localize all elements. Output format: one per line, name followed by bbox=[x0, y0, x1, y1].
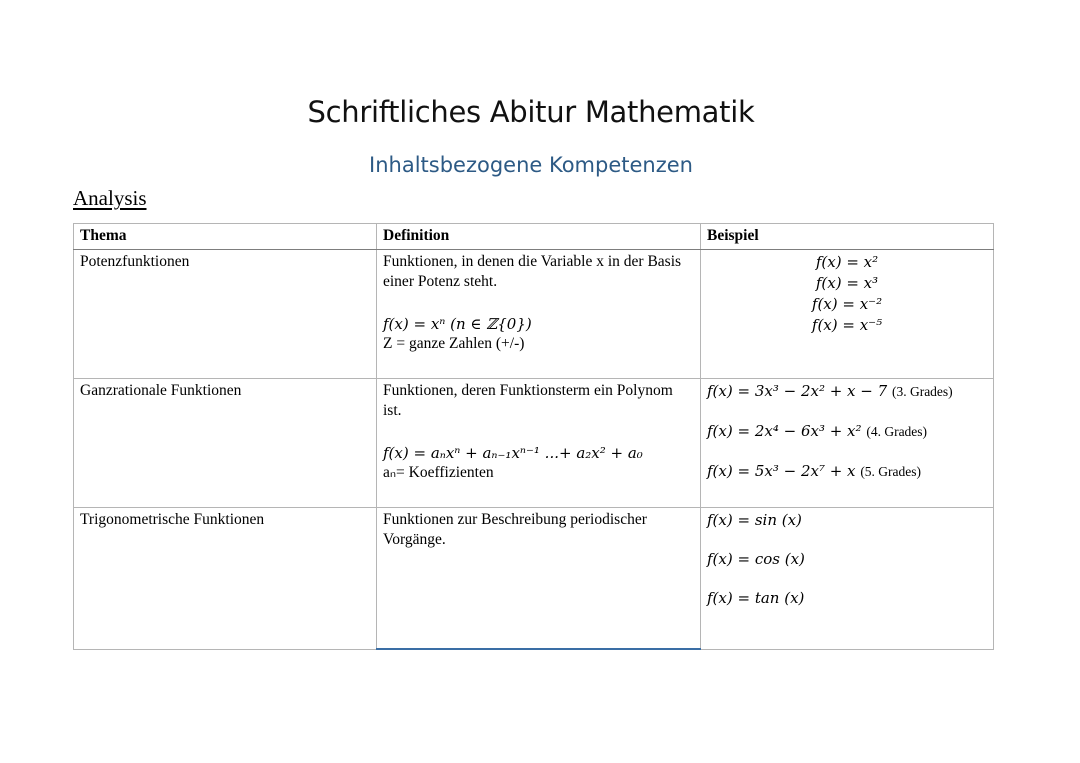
example-formula: f(x) = 3x³ − 2x² + x − 7 bbox=[707, 382, 888, 400]
document-subtitle: Inhaltsbezogene Kompetenzen bbox=[369, 153, 693, 177]
definition-formula: f(x) = aₙxⁿ + aₙ₋₁xⁿ⁻¹ ...+ a₂x² + a₀ bbox=[383, 444, 643, 462]
example-formula: f(x) = x⁻⁵ bbox=[811, 316, 883, 334]
document-title: Schriftliches Abitur Mathematik bbox=[307, 95, 755, 129]
definition-note: aₙ= Koeffizienten bbox=[383, 464, 494, 481]
example-formula: f(x) = tan (x) bbox=[707, 589, 805, 607]
table-row bbox=[74, 379, 994, 508]
cell-beispiel bbox=[701, 250, 994, 379]
definition-text: Funktionen zur Beschreibung periodischer Vorgänge. bbox=[383, 511, 647, 548]
table-header-row bbox=[74, 224, 994, 250]
table-row bbox=[74, 508, 994, 650]
example-line bbox=[707, 461, 987, 482]
header-definition: Definition bbox=[377, 224, 701, 250]
cell-beispiel bbox=[701, 508, 994, 650]
cell-definition bbox=[377, 379, 701, 508]
example-grade: (4. Grades) bbox=[866, 424, 928, 439]
table-row bbox=[74, 250, 994, 379]
section-heading: Analysis bbox=[73, 186, 147, 210]
cell-beispiel bbox=[701, 379, 994, 508]
example-formula: f(x) = x² bbox=[815, 253, 879, 271]
cell-thema: Ganzrationale Funktionen bbox=[74, 379, 377, 508]
example-formula: f(x) = x³ bbox=[815, 274, 879, 292]
example-grade: (5. Grades) bbox=[860, 464, 922, 479]
example-line bbox=[707, 381, 987, 402]
example-formula: f(x) = cos (x) bbox=[707, 550, 805, 568]
cell-definition bbox=[377, 250, 701, 379]
header-thema: Thema bbox=[74, 224, 377, 250]
example-formula: f(x) = x⁻² bbox=[811, 295, 883, 313]
definition-formula: f(x) = xⁿ (n ∈ ℤ{0}) bbox=[383, 315, 532, 333]
cell-thema: Potenzfunktionen bbox=[74, 250, 377, 379]
cell-thema: Trigonometrische Funktionen bbox=[74, 508, 377, 650]
cell-definition bbox=[377, 508, 701, 650]
example-formula: f(x) = 2x⁴ − 6x³ + x² bbox=[707, 422, 862, 440]
header-beispiel: Beispiel bbox=[701, 224, 994, 250]
definition-text: Funktionen, in denen die Variable x in der Basis einer Potenz steht. bbox=[383, 253, 682, 290]
competence-table bbox=[73, 223, 994, 650]
example-formula: f(x) = sin (x) bbox=[707, 511, 802, 529]
example-line bbox=[707, 421, 987, 442]
example-grade: (3. Grades) bbox=[891, 384, 953, 399]
definition-text: Funktionen, deren Funktionsterm ein Polynom ist. bbox=[383, 382, 673, 419]
definition-note: Z = ganze Zahlen (+/-) bbox=[383, 335, 525, 352]
example-formula: f(x) = 5x³ − 2x⁷ + x bbox=[707, 462, 856, 480]
